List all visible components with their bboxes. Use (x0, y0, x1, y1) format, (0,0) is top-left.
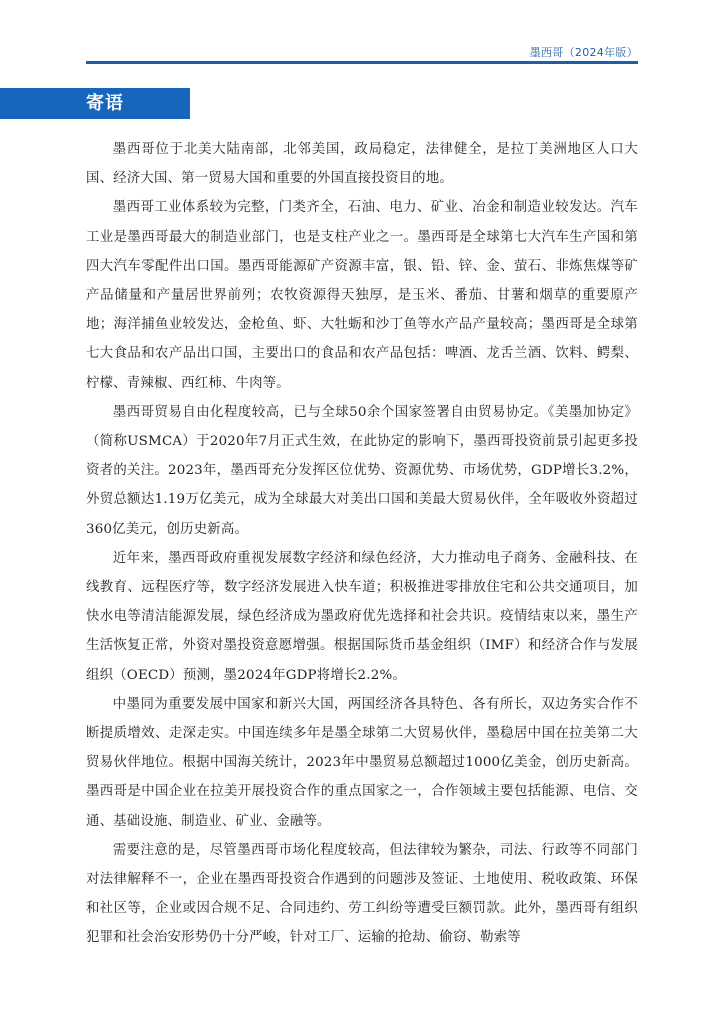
paragraph-2: 墨西哥工业体系较为完整，门类齐全，石油、电力、矿业、冶金和制造业较发达。汽车工业是墨西哥最大的制造业部门，也是支柱产业之一。墨西哥是全球第七大汽车生产国和第四大汽车零配件出口国。墨西哥能源矿产资源丰富，银、铅、锌、金、萤石、非炼焦煤等矿产品储量和产量居世界前列；农牧资源得天独厚，是玉米、番茄、甘薯和烟草的重要原产地；海洋捕鱼业较发达，金枪鱼、虾、大牡蛎和沙丁鱼等水产品产量较高；墨西哥是全球第七大食品和农产品出口国，主要出口的食品和农产品包括：啤酒、龙舌兰酒、饮料、鳄梨、柠檬、青辣椒、西红柿、牛肉等。 (86, 200, 638, 391)
paragraph-5: 中墨同为重要发展中国家和新兴大国，两国经济各具特色、各有所长，双边务实合作不断提质增效、走深走实。中国连续多年是墨全球第二大贸易伙伴，墨稳居中国在拉美第二大贸易伙伴地位。根据中国海关统计，2023年中墨贸易总额超过1000亿美金，创历史新高。墨西哥是中国企业在拉美开展投资合作的重点国家之一，合作领域主要包括能源、电信、交通、基础设施、制造业、矿业、金融等。 (86, 696, 638, 829)
paragraph-6: 需要注意的是，尽管墨西哥市场化程度较高，但法律较为繁杂，司法、行政等不同部门对法律解释不一，企业在墨西哥投资合作遇到的问题涉及签证、土地使用、税收政策、环保和社区等，企业或因合规不足、合同违约、劳工纠纷等遭受巨额罚款。此外，墨西哥有组织犯罪和社会治安形势仍十分严峻，针对工厂、运输的抢劫、偷窃、勒索等 (86, 842, 638, 946)
paragraph-4: 近年来，墨西哥政府重视发展数字经济和绿色经济，大力推动电子商务、金融科技、在线教育、远程医疗等，数字经济发展进入快车道；积极推进零排放住宅和公共交通项目，加快水电等清洁能源发展，绿色经济成为墨政府优先选择和社会共识。疫情结束以来，墨生产生活恢复正常，外资对墨投资意愿增强。根据国际货币基金组织（IMF）和经济合作与发展组织（OECD）预测，墨2024年GDP将增长2.2%。 (86, 550, 638, 683)
section-title: 寄语 (86, 93, 124, 114)
header-rule (86, 61, 638, 64)
section-heading-band (0, 88, 190, 119)
running-header-title: 墨西哥（2024年版） (529, 46, 638, 59)
paragraph-1: 墨西哥位于北美大陆南部，北邻美国，政局稳定，法律健全，是拉丁美洲地区人口大国、经济大国、第一贸易大国和重要的外国直接投资目的地。 (86, 142, 638, 187)
paragraph-3: 墨西哥贸易自由化程度较高，已与全球50余个国家签署自由贸易协定。《美墨加协定》（简称USMCA）于2020年7月正式生效，在此协定的影响下，墨西哥投资前景引起更多投资者的关注。2023年，墨西哥充分发挥区位优势、资源优势、市场优势，GDP增长3.2%，外贸总额达1.19万亿美元，成为全球最大对美出口国和美最大贸易伙伴，全年吸收外资超过360亿美元，创历史新高。 (86, 404, 638, 537)
body-text (86, 135, 638, 953)
